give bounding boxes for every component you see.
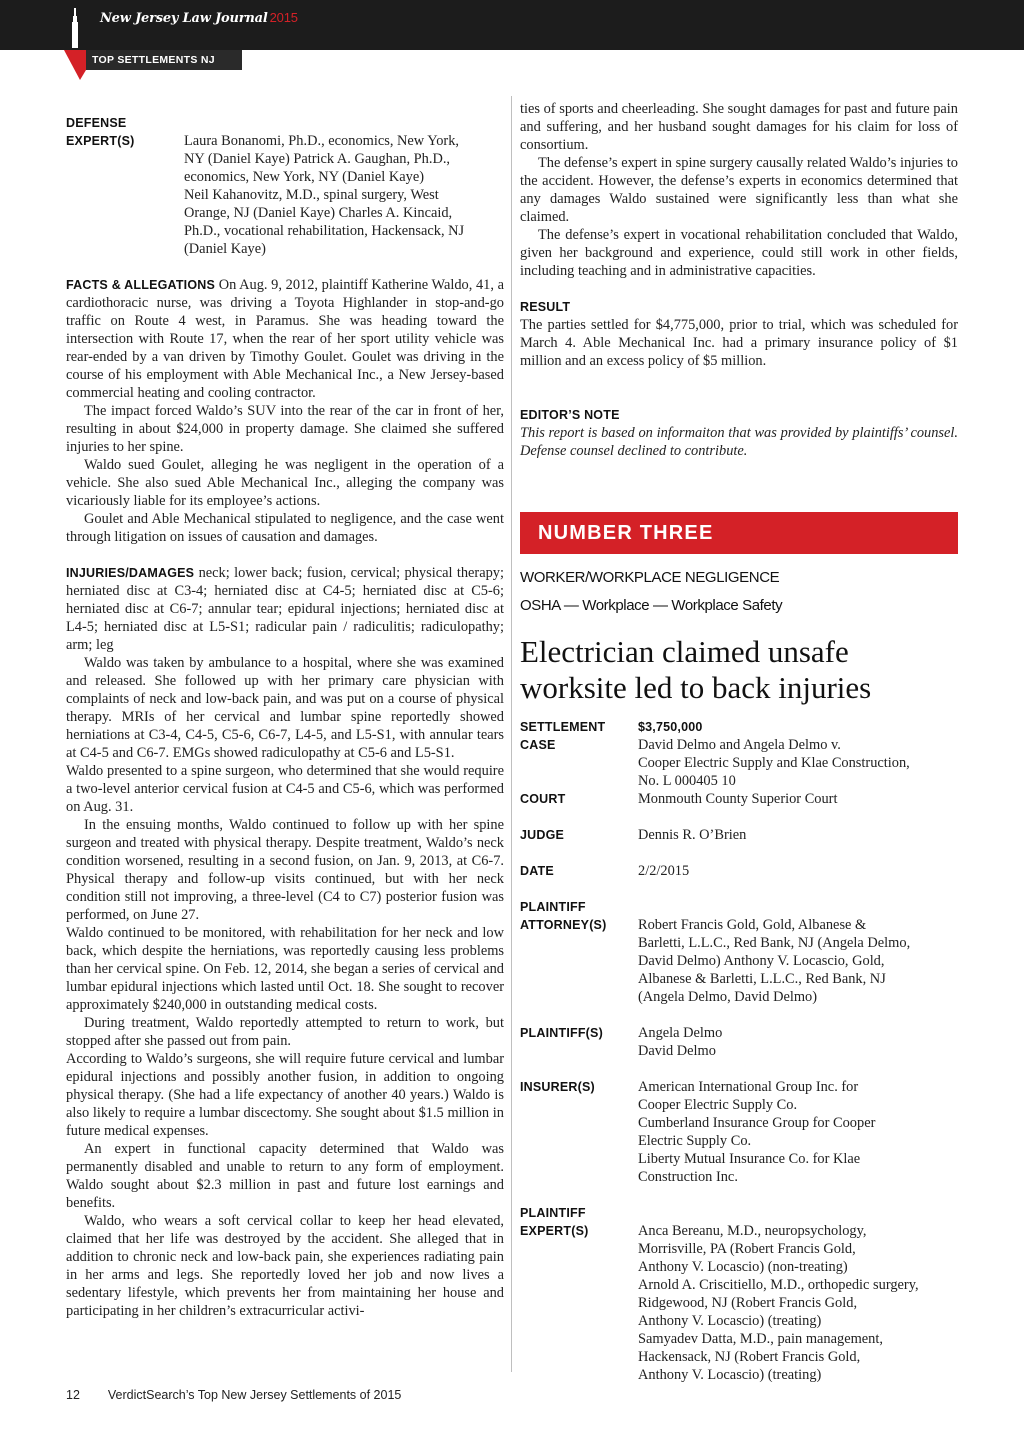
spacer: [520, 280, 958, 298]
injuries-text: neck; lower back; fusion, cervical; physical therapy; herniated disc at C3-4; herniated disc at C4-5; herniated disc at C5-6; herniated disc at C6-7; annular tear; epidural injections; herniated disc at L4-5; herniated disc at L5-S1; radicular pain / radiculitis; radiculopathy; arm; leg: [66, 565, 504, 653]
continued-paragraph: ties of sports and cheerleading. She sought damages for past and future pain and suffering, and her husband sought damages for his claim for loss of consortium.: [520, 101, 958, 153]
plaintiff-attorneys-label: [520, 898, 638, 1006]
case-row: [520, 736, 958, 790]
header-bar: [0, 0, 1024, 50]
spacer: [520, 1060, 958, 1078]
section-ribbon: [64, 50, 242, 70]
insurer-line: Construction Inc.: [638, 1169, 738, 1185]
right-column: [520, 100, 958, 1384]
spacer: [520, 1186, 958, 1204]
settlement-label: SETTLEMENT: [520, 720, 606, 734]
judge-value: Dennis R. O’Brien: [638, 827, 747, 843]
attorney-line: David Delmo) Anthony V. Locascio, Gold,: [638, 953, 885, 969]
plaintiffs-value: [638, 1024, 958, 1060]
plaintiff-experts-row: [520, 1204, 958, 1384]
result-text: The parties settled for $4,775,000, prior to trial, which was scheduled for March 4. Able Mechanical Inc. had a primary insurance policy of $1 million and an excess policy of $5 million.: [520, 317, 958, 369]
attorney-line: Robert Francis Gold, Gold, Albanese &: [638, 917, 867, 933]
expert-line: Anthony V. Locascio) (treating): [638, 1313, 822, 1329]
insurer-line: Liberty Mutual Insurance Co. for Klae: [638, 1151, 861, 1167]
attorney-line: Albanese & Barletti, L.L.C., Red Bank, NJ: [638, 971, 886, 987]
label-line: PLAINTIFF: [520, 900, 586, 914]
defense-experts-block: [66, 114, 504, 258]
expert-line: Hackensack, NJ (Robert Francis Gold,: [638, 1349, 861, 1365]
plaintiffs-row: [520, 1024, 958, 1060]
left-column: [66, 100, 504, 1320]
plaintiffs-label: PLAINTIFF(S): [520, 1026, 603, 1040]
injuries-paragraph: An expert in functional capacity determined that Waldo was permanently disabled and unable to return to any form of employment. Waldo sought about $2.3 million in past and future lost earnings and benefits.: [66, 1141, 504, 1211]
date-row: [520, 862, 958, 880]
spacer: [520, 808, 958, 826]
defense-experts-label: [66, 114, 184, 258]
facts-paragraph: Waldo sued Goulet, alleging he was negligent in the operation of a vehicle. She also sued Able Mechanical Inc., alleging the company was vicariously liable for its employee’s actions.: [66, 457, 504, 509]
statue-of-liberty-icon: [70, 8, 80, 48]
plaintiff-attorneys-row: [520, 898, 958, 1006]
attorney-line: Barletti, L.L.C., Red Bank, NJ (Angela Delmo,: [638, 935, 911, 951]
continued-paragraph: The defense’s expert in vocational rehabilitation concluded that Waldo, given her background and experience, could still work in other fields, including teaching and in administrative capacities.: [520, 227, 958, 279]
facts-text: On Aug. 9, 2012, plaintiff Katherine Waldo, 41, a cardiothoracic nurse, was driving a Toyota Highlander in stop-and-go traffic on Route 4 west, in Paramus. She was heading toward the intersection with Route 17, when the rear of her sport utility vehicle was rear-ended by a van driven by Timothy Goulet. Goulet was driving in the course of his employment with Able Mechanical Inc., a New Jersey-based commercial heating and cooling contractor.: [66, 277, 504, 401]
court-value: Monmouth County Superior Court: [638, 791, 838, 807]
spacer: [520, 588, 958, 596]
date-label: DATE: [520, 864, 554, 878]
plaintiff-experts-label: [520, 1204, 638, 1384]
publication-title: [100, 10, 298, 26]
defense-expert-line: economics, New York, NY (Daniel Kaye): [184, 169, 425, 185]
label-line: ATTORNEY(S): [520, 918, 607, 932]
case-number-label: NUMBER THREE: [538, 522, 714, 544]
expert-line: Ridgewood, NJ (Robert Francis Gold,: [638, 1295, 858, 1311]
settlement-value: $3,750,000: [638, 720, 703, 734]
publication-name: New Jersey Law Journal: [100, 11, 268, 26]
defense-expert-line: Orange, NJ (Daniel Kaye) Charles A. Kincaid,: [184, 205, 453, 221]
case-line: David Delmo and Angela Delmo v.: [638, 737, 841, 753]
case-subcategory: OSHA — Workplace — Workplace Safety: [520, 597, 783, 614]
injuries-label: INJURIES/DAMAGES: [66, 566, 195, 580]
defense-label-line-2: EXPERT(S): [66, 134, 135, 148]
injuries-paragraph: According to Waldo’s surgeons, she will require future cervical and lumbar epidural injections and possibly another fusion, in addition to ongoing physical therapy. (She had a life expectancy of another 40 years.) Waldo is also likely to require a lumbar discectomy. She sought about $1.5 million in future medical expenses.: [66, 1051, 504, 1139]
expert-line: Anthony V. Locascio) (non-treating): [638, 1259, 848, 1275]
plaintiff-experts-value: [638, 1204, 958, 1384]
editors-note-text: This report is based on informaiton that was provided by plaintiffs’ counsel. Defense counsel declined to contribute.: [520, 425, 958, 459]
facts-label: FACTS & ALLEGATIONS: [66, 278, 216, 292]
column-divider: [511, 96, 512, 1372]
spacer: [520, 1006, 958, 1024]
injuries-paragraph: Waldo, who wears a soft cervical collar to keep her head elevated, claimed that her life was destroyed by the accident. She alleged that in addition to chronic neck and low-back pain, she experiences radiating pain in her arms and legs. She reportedly loved her job and now lives a sedentary lifestyle, which prevents her from maintaining her house and participating in her children’s extracurricular activi-: [66, 1213, 504, 1319]
insurers-label: INSURER(S): [520, 1080, 595, 1094]
spacer: [66, 258, 504, 276]
facts-paragraph: [66, 276, 504, 402]
headline-line-1: Electrician claimed unsafe: [520, 634, 849, 669]
publication-year: 2015: [269, 10, 298, 25]
case-label: CASE: [520, 738, 556, 752]
continued-paragraph: The defense’s expert in spine surgery causally related Waldo’s injuries to the accident. However, the defense’s experts in economics determined that any damages Waldo sustained were significantly less than what she claimed.: [520, 155, 958, 225]
insurer-line: Electric Supply Co.: [638, 1133, 752, 1149]
expert-line: Morrisville, PA (Robert Francis Gold,: [638, 1241, 856, 1257]
label-line: EXPERT(S): [520, 1224, 589, 1238]
attorney-line: (Angela Delmo, David Delmo): [638, 989, 818, 1005]
facts-paragraph: The impact forced Waldo’s SUV into the rear of the car in front of her, resulting in about $24,000 in property damage. She claimed she suffered injuries to her spine.: [66, 403, 504, 455]
court-label: COURT: [520, 792, 566, 806]
case-number-banner: [520, 512, 958, 554]
defense-label-line-1: DEFENSE: [66, 116, 127, 130]
settlement-row: [520, 718, 958, 736]
injuries-paragraph: [66, 564, 504, 654]
judge-label: JUDGE: [520, 828, 565, 842]
injuries-paragraph: During treatment, Waldo reportedly attempted to return to work, but stopped after she passed out from pain.: [66, 1015, 504, 1049]
spacer: [520, 554, 958, 568]
headline-line-2: worksite led to back injuries: [520, 670, 872, 705]
defense-expert-line: Ph.D., vocational rehabilitation, Hackensack, NJ: [184, 223, 465, 239]
spacer: [520, 880, 958, 898]
spacer: [66, 546, 504, 564]
case-category: WORKER/WORKPLACE NEGLIGENCE: [520, 569, 780, 586]
defense-experts-value: [184, 114, 504, 258]
insurers-row: [520, 1078, 958, 1186]
plaintiff-line: Angela Delmo: [638, 1025, 723, 1041]
date-value: 2/2/2015: [638, 863, 690, 879]
insurers-value: [638, 1078, 958, 1186]
page-footer: [66, 1388, 401, 1402]
editors-note-label: EDITOR’S NOTE: [520, 408, 620, 422]
case-line: No. L 000405 10: [638, 773, 736, 789]
insurer-line: Cooper Electric Supply Co.: [638, 1097, 798, 1113]
spacer: [520, 706, 958, 718]
injuries-paragraph: Waldo continued to be monitored, with rehabilitation for her neck and low back, which despite the herniations, was reportedly causing less problems than her cervical spine. On Feb. 12, 2014, she began a series of cervical and lumbar epidural injections which lasted until Oct. 18. She sought to recover approximately $240,000 in outstanding medical costs.: [66, 925, 504, 1013]
page-number: 12: [66, 1388, 80, 1402]
case-value: [638, 736, 958, 790]
spacer: [520, 460, 958, 512]
expert-line: Samyadev Datta, M.D., pain management,: [638, 1331, 883, 1347]
judge-row: [520, 826, 958, 844]
case-line: Cooper Electric Supply and Klae Construction,: [638, 755, 910, 771]
court-row: [520, 790, 958, 808]
expert-line: Anthony V. Locascio) (treating): [638, 1367, 822, 1383]
spacer: [520, 844, 958, 862]
result-label: RESULT: [520, 300, 571, 314]
plaintiff-attorneys-value: [638, 898, 958, 1006]
injuries-paragraph: Waldo presented to a spine surgeon, who determined that she would require a two-level anterior cervical fusion at C4-5 and C5-6, which was performed on Aug. 31.: [66, 763, 504, 815]
insurer-line: Cumberland Insurance Group for Cooper: [638, 1115, 876, 1131]
defense-expert-line: Neil Kahanovitz, M.D., spinal surgery, West: [184, 187, 439, 203]
section-label: TOP SETTLEMENTS NJ: [86, 50, 242, 70]
case-headline: [520, 634, 958, 706]
facts-paragraph: Goulet and Able Mechanical stipulated to negligence, and the case went through litigation on issues of causation and damages.: [66, 511, 504, 545]
label-line: PLAINTIFF: [520, 1206, 586, 1220]
expert-line: Arnold A. Criscitiello, M.D., orthopedic surgery,: [638, 1277, 919, 1293]
spacer: [520, 388, 958, 406]
defense-expert-line: Laura Bonanomi, Ph.D., economics, New York,: [184, 133, 459, 149]
injuries-paragraph: Waldo was taken by ambulance to a hospital, where she was examined and released. She followed up with her primary care physician with complaints of neck and low-back pain, and was put on a course of physical therapy. MRIs of her cervical and lumbar spine reportedly showed herniations at C3-4, C4-5, C5-6, C6-7, L4-5, and L5-S1, with annular tears at C4-5 and C6-7. EMGs showed radiculopathy at C5-6 and L5-S1.: [66, 655, 504, 761]
defense-expert-line: NY (Daniel Kaye) Patrick A. Gaughan, Ph.D.,: [184, 151, 451, 167]
insurer-line: American International Group Inc. for: [638, 1079, 859, 1095]
footer-title: VerdictSearch’s Top New Jersey Settlements of 2015: [107, 1388, 402, 1402]
spacer: [520, 370, 958, 388]
expert-line: Anca Bereanu, M.D., neuropsychology,: [638, 1223, 867, 1239]
defense-expert-line: (Daniel Kaye): [184, 241, 266, 257]
injuries-paragraph: In the ensuing months, Waldo continued to follow up with her spine surgeon and treated with physical therapy. Despite treatment, Waldo’s neck condition worsened, resulting in a second fusion, on Jan. 9, 2013, at C6-7. Physical therapy and follow-up visits continued, but with her neck condition still not improving, a three-level (C4 to C7) posterior fusion was performed, on June 27.: [66, 817, 504, 923]
plaintiff-line: David Delmo: [638, 1043, 716, 1059]
